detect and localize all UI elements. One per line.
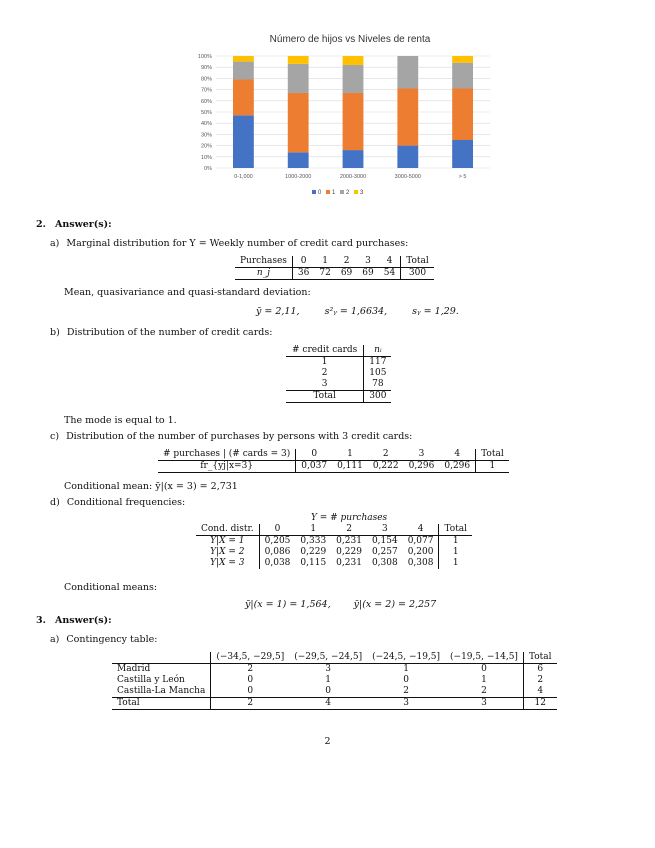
table-cell: 2 xyxy=(445,686,523,698)
table-cell: 0,308 xyxy=(371,558,398,568)
bar-segment-series-2 xyxy=(343,65,364,93)
table-header: 1 xyxy=(322,256,328,266)
table-cell: 0,257 xyxy=(371,547,398,557)
item-label: b) xyxy=(50,327,60,338)
table-total: Total xyxy=(112,698,211,710)
mean-text: Mean, quasivariance and quasi-standard deviation: xyxy=(64,287,311,298)
bar-segment-series-1 xyxy=(343,93,364,150)
table-cell: n_j xyxy=(235,268,292,280)
table-cell: 0,154 xyxy=(371,536,398,546)
bar-segment-series-0 xyxy=(343,150,364,168)
table-cell: 0 xyxy=(247,675,254,685)
table-cell: 1 xyxy=(403,664,409,674)
y-tick-label: 60% xyxy=(200,98,212,105)
table-cell: 3 xyxy=(325,664,332,674)
bar-segment-series-3 xyxy=(288,56,309,64)
y-tick-label: 20% xyxy=(200,143,212,150)
legend-swatch xyxy=(340,190,344,194)
table-header: 3 xyxy=(365,256,371,266)
y-tick-label: 40% xyxy=(200,121,212,128)
table-cell: 0,086 xyxy=(264,547,291,557)
legend-swatch xyxy=(312,190,316,194)
table-row-label: Castilla-La Mancha xyxy=(112,686,211,698)
table-header: (−29,5, −24,5] xyxy=(294,652,363,662)
item-3a xyxy=(50,634,157,645)
sd-eq: sᵧ = 1,29. xyxy=(412,306,459,317)
y-tick-label: 50% xyxy=(200,110,212,116)
item-2b xyxy=(50,327,272,338)
item-label: a) xyxy=(50,238,60,249)
item-text: Distribution of the number of credit cards: xyxy=(66,327,273,338)
table-header: 3 xyxy=(418,449,425,459)
table-cell: 2 xyxy=(537,675,544,685)
table-header: (−24,5, −19,5] xyxy=(372,652,441,662)
table-header: 1 xyxy=(310,524,317,534)
table-header: 2 xyxy=(343,256,350,266)
table-row-label: Madrid xyxy=(112,664,211,676)
table-header: 3 xyxy=(381,524,388,534)
table-cell: 105 xyxy=(369,368,387,378)
table-total: 3 xyxy=(445,698,523,710)
table-total: 12 xyxy=(534,698,546,708)
conditional-mean-1: ȳ|(x = 1) = 1,564, xyxy=(245,599,331,610)
table-cell: 0,111 xyxy=(337,461,363,471)
table-header: Cond. distr. xyxy=(196,524,259,536)
bar-segment-series-3 xyxy=(233,56,254,62)
legend-label: 2 xyxy=(346,190,350,196)
bar-segment-series-2 xyxy=(288,64,309,93)
bar-segment-series-2 xyxy=(233,62,254,80)
table-cell: Y|X = 2 xyxy=(196,547,259,558)
table-header: 4 xyxy=(439,449,475,461)
bar-segment-series-1 xyxy=(452,88,473,140)
table-cell: 2 xyxy=(247,664,254,674)
item-2a xyxy=(50,238,408,249)
x-tick-label: 2000-3000 xyxy=(339,174,367,180)
table-cell: 300 xyxy=(408,268,427,278)
conditional-mean-text: Conditional mean: ȳ|(x = 3) = 2,731 xyxy=(64,481,238,492)
table-cell: 1 xyxy=(452,536,459,546)
table-cell: 0,200 xyxy=(403,547,439,558)
table-cell: 0 xyxy=(325,686,332,696)
stacked-bar-chart xyxy=(180,48,500,206)
table-cell: 2 xyxy=(403,686,409,696)
y-tick-label: 30% xyxy=(200,132,212,139)
table-cell: 0,231 xyxy=(336,558,362,568)
table-header: # credit cards xyxy=(286,345,364,357)
y-tick-label: 90% xyxy=(200,65,212,72)
bar-segment-series-0 xyxy=(452,140,473,168)
y-tick-label: 100% xyxy=(197,54,212,60)
table-cell: 72 xyxy=(319,268,331,278)
bar-segment-series-1 xyxy=(233,80,254,116)
legend-label: 3 xyxy=(360,190,364,196)
table-header: 2 xyxy=(382,449,389,459)
y-tick-label: 80% xyxy=(200,76,212,83)
table-cell: 0,296 xyxy=(408,461,435,471)
item-text: Contingency table: xyxy=(66,634,158,645)
y-tick-label: 10% xyxy=(200,154,212,161)
legend-swatch xyxy=(354,190,358,194)
y-tick-label: 0% xyxy=(204,166,212,172)
bar-segment-series-1 xyxy=(288,93,309,152)
x-tick-label: 3000-5000 xyxy=(394,174,421,180)
conditional-mean-2: ȳ|(x = 2) = 2,257 xyxy=(353,599,437,610)
table-header: Total xyxy=(528,652,552,662)
table-header: nᵢ xyxy=(374,345,382,355)
table-cell: 0,229 xyxy=(336,547,362,557)
table-total: 2 xyxy=(247,698,254,708)
table-header: Total xyxy=(406,256,429,266)
table-cell: 1 xyxy=(452,558,459,568)
table-cell: 0,333 xyxy=(300,536,327,546)
table-cell: Y|X = 1 xyxy=(196,536,259,548)
table-row-label: Castilla y León xyxy=(112,675,211,686)
item-label: a) xyxy=(50,634,60,645)
section-3-heading xyxy=(36,615,112,626)
table-cell: 36 xyxy=(297,268,310,278)
table-cell: 0 xyxy=(403,675,409,685)
table-total: 3 xyxy=(403,698,409,708)
answer-heading: Answer(s): xyxy=(54,219,112,230)
bar-segment-series-2 xyxy=(397,56,418,88)
table-cell: 0,222 xyxy=(372,461,399,471)
table-header: # purchases | (# cards = 3) xyxy=(158,449,296,461)
table-total: 300 xyxy=(369,391,387,401)
purchases-table xyxy=(235,256,434,280)
item-text: Distribution of the number of purchases by persons with 3 credit cards: xyxy=(66,431,413,442)
table-cell: 1 xyxy=(452,547,459,557)
table-cell: 1 xyxy=(489,461,496,471)
x-tick-label: 1000-2000 xyxy=(285,174,312,180)
table-header: 0 xyxy=(274,524,281,534)
table-cell: 0 xyxy=(247,686,254,696)
conditional-means-label: Conditional means: xyxy=(64,582,158,593)
table-header: Purchases xyxy=(235,256,292,268)
credit-cards-table xyxy=(286,345,391,403)
table-cell: 0 xyxy=(445,664,523,676)
table-cell: fr_{yj|x=3} xyxy=(158,461,296,473)
bar-segment-series-0 xyxy=(233,115,254,168)
item-2d xyxy=(50,497,185,508)
table-header: (−34,5, −29,5] xyxy=(216,652,285,662)
table-header: 2 xyxy=(346,524,352,534)
bar-segment-series-0 xyxy=(288,152,309,168)
table-cell: 1 xyxy=(325,675,332,685)
mean-eq: ȳ = 2,11, xyxy=(256,306,300,317)
y-tick-label: 70% xyxy=(200,87,212,94)
table-cell: 2 xyxy=(286,368,364,379)
conditional-frequencies-table xyxy=(196,513,472,569)
section-2-heading xyxy=(36,219,112,230)
table-header: Total xyxy=(481,449,504,459)
table-header: Total xyxy=(444,524,468,534)
table-cell: 1 xyxy=(445,675,523,686)
table-cell: 54 xyxy=(379,268,401,280)
conditional-means-equations xyxy=(245,599,436,610)
table-cell: 69 xyxy=(362,268,374,278)
bar-segment-series-3 xyxy=(452,56,473,63)
table-cell: 0,296 xyxy=(439,461,475,473)
section-number: 2. xyxy=(36,219,46,230)
table-cell: 4 xyxy=(537,686,544,696)
table-cell: 0,115 xyxy=(300,558,327,568)
item-label: c) xyxy=(50,431,60,442)
table-cell: 0,205 xyxy=(264,536,291,546)
legend-swatch xyxy=(326,190,330,194)
table-cell: 6 xyxy=(537,664,544,674)
table-cell: Y|X = 3 xyxy=(196,558,259,569)
bar-segment-series-2 xyxy=(452,63,473,89)
conditional-distribution-table xyxy=(158,449,509,473)
table-header: 0 xyxy=(300,256,307,266)
table-cell: 0,231 xyxy=(336,536,362,546)
contingency-table xyxy=(112,652,557,710)
table-cell: 1 xyxy=(286,357,364,369)
bar-segment-series-0 xyxy=(397,146,418,168)
table-header: 4 xyxy=(403,524,439,536)
table-cell: 0,229 xyxy=(300,547,327,557)
chart-title: Número de hijos vs Niveles de renta xyxy=(269,34,431,45)
mean-equations xyxy=(256,306,459,317)
table-header: 4 xyxy=(379,256,401,268)
table-cell: 0,308 xyxy=(403,558,439,569)
table-header: 1 xyxy=(347,449,353,459)
table-cell: 69 xyxy=(340,268,353,278)
table-cell: 0,038 xyxy=(264,558,291,568)
variance-eq: s²ᵧ = 1,6634, xyxy=(324,306,388,317)
legend-label: 1 xyxy=(332,190,336,196)
table-header xyxy=(112,652,211,664)
bar-segment-series-1 xyxy=(397,88,418,145)
table-header: (−19,5, −14,5] xyxy=(445,652,523,664)
x-tick-label: > 5 xyxy=(458,174,467,180)
table-cell: 3 xyxy=(286,379,364,391)
table-cell: 0,037 xyxy=(301,461,328,471)
item-text: Marginal distribution for Y = Weekly number of credit card purchases: xyxy=(66,238,409,249)
table-total: Total xyxy=(286,391,364,403)
table-cell: 117 xyxy=(369,357,387,367)
bar-segment-series-3 xyxy=(343,56,364,65)
legend-label: 0 xyxy=(318,190,322,196)
item-2c xyxy=(50,431,412,442)
answer-heading: Answer(s): xyxy=(54,615,112,626)
page-number: 2 xyxy=(324,736,331,747)
mode-text: The mode is equal to 1. xyxy=(64,415,177,426)
table-total: 4 xyxy=(325,698,332,708)
table-header: 0 xyxy=(311,449,318,459)
table-cell: 78 xyxy=(372,379,384,389)
table-super-header: Y = # purchases xyxy=(310,513,388,523)
item-label: d) xyxy=(50,497,60,508)
section-number: 3. xyxy=(36,615,46,626)
x-tick-label: 0-1,000 xyxy=(234,174,253,180)
item-text: Conditional frequencies: xyxy=(66,497,186,508)
table-cell: 0,077 xyxy=(403,536,439,548)
